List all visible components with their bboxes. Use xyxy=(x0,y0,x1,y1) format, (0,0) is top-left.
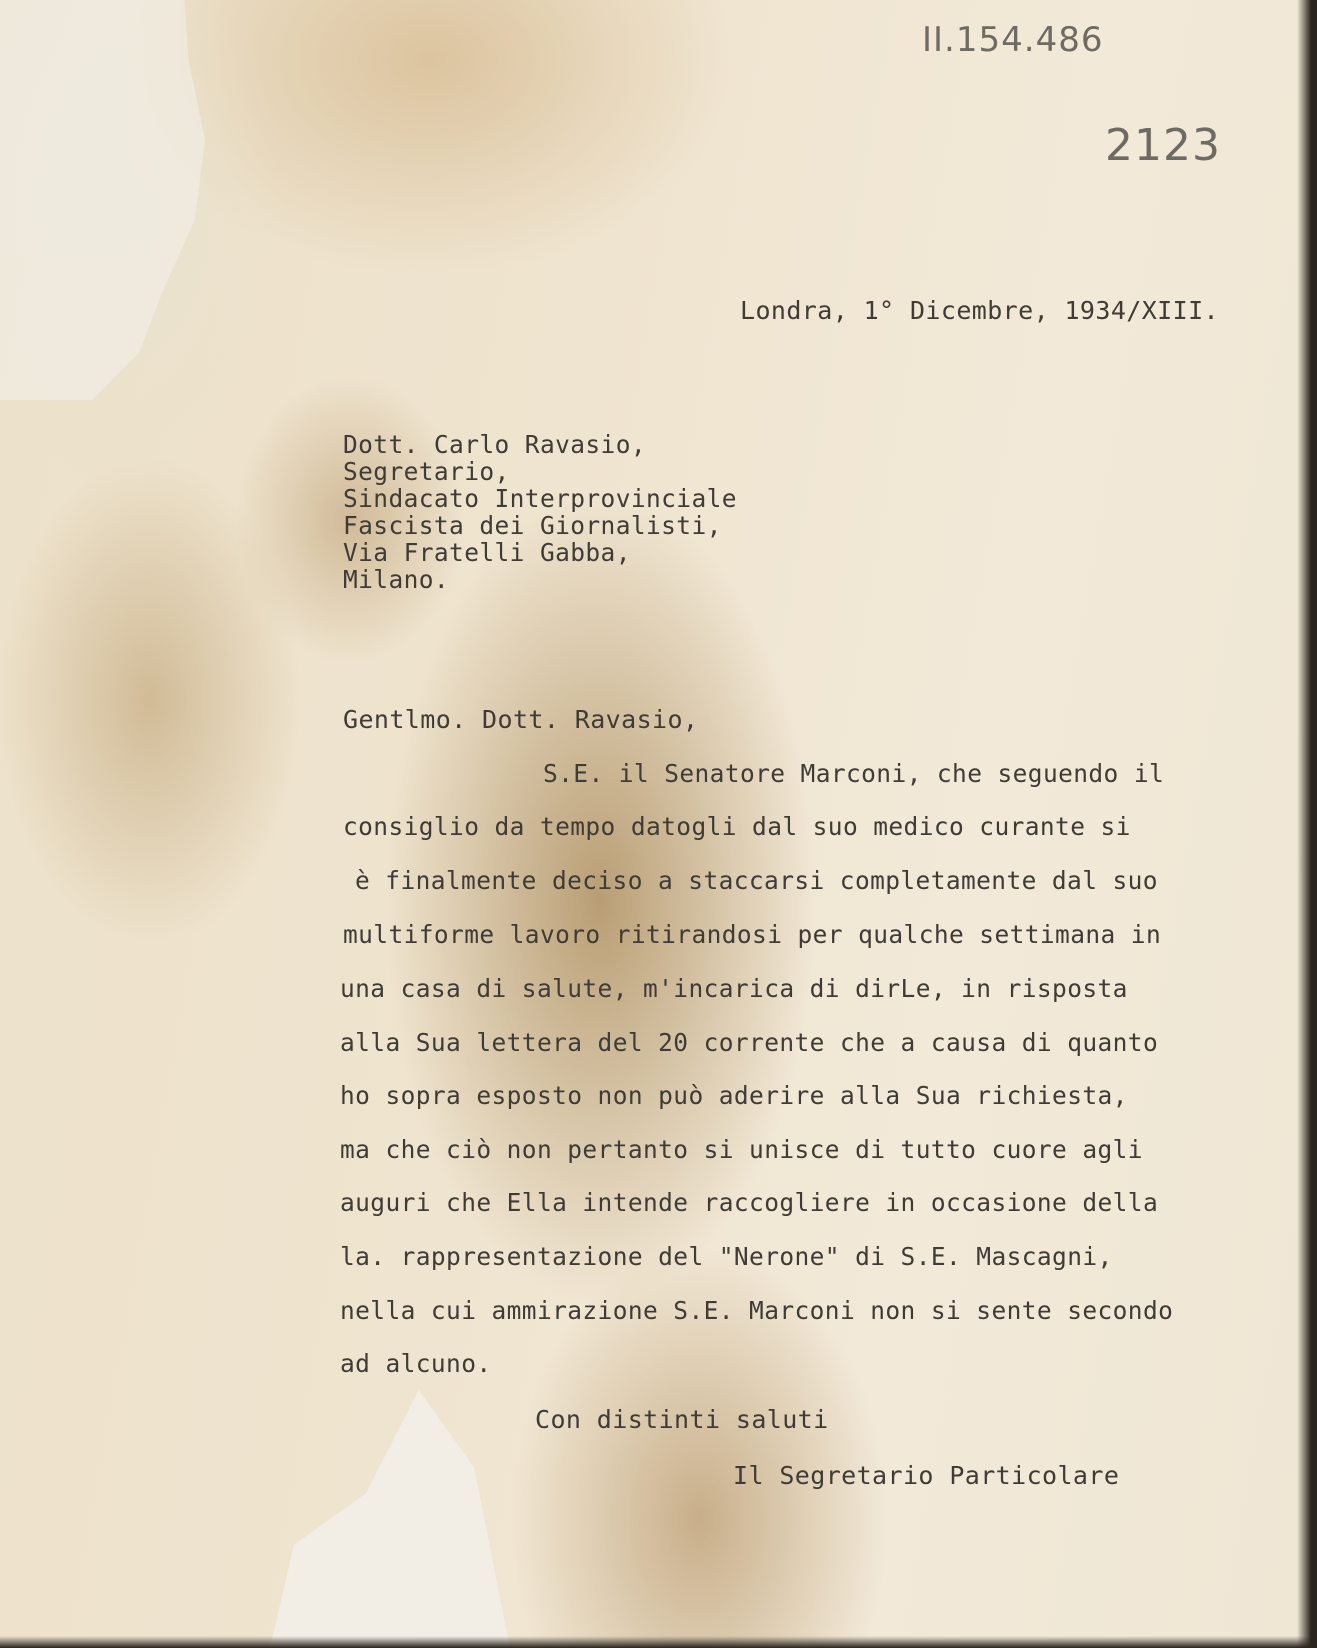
recipient-line: Segretario, xyxy=(343,457,510,486)
body-line: nella cui ammirazione S.E. Marconi non si sente secondo xyxy=(340,1296,1174,1325)
body-line: multiforme lavoro ritirandosi per qualche settimana in xyxy=(343,920,1162,949)
page-edge xyxy=(0,1636,1317,1648)
body-line: S.E. il Senatore Marconi, che seguendo il xyxy=(543,759,1165,788)
body-line: ma che ciò non pertanto si unisce di tutto cuore agli xyxy=(340,1135,1143,1164)
body-line: è finalmente deciso a staccarsi completamente dal suo xyxy=(355,866,1158,895)
recipient-line: Milano. xyxy=(343,565,450,594)
body-line: auguri che Ella intende raccogliere in occasione della xyxy=(340,1188,1159,1217)
recipient-line: Sindacato Interprovinciale xyxy=(343,484,737,513)
archive-number: II.154.486 xyxy=(922,20,1104,60)
body-line: consiglio da tempo datogli dal suo medico curante si xyxy=(343,812,1131,841)
recipient-line: Dott. Carlo Ravasio, xyxy=(343,430,647,459)
recipient-line: Via Fratelli Gabba, xyxy=(343,538,631,567)
page-edge xyxy=(1297,0,1317,1648)
dateline: Londra, 1° Dicembre, 1934/XIII. xyxy=(740,296,1219,325)
body-line: ad alcuno. xyxy=(340,1349,492,1378)
body-line: ho sopra esposto non può aderire alla Sua richiesta, xyxy=(340,1081,1128,1110)
body-line: alla Sua lettera del 20 corrente che a causa di quanto xyxy=(340,1028,1159,1057)
folio-number: 2123 xyxy=(1105,120,1221,171)
torn-paper-patch xyxy=(0,0,205,400)
salutation: Gentlmo. Dott. Ravasio, xyxy=(343,705,699,734)
recipient-line: Fascista dei Giornalisti, xyxy=(343,511,722,540)
signature: Il Segretario Particolare xyxy=(733,1461,1120,1490)
body-line: una casa di salute, m'incarica di dirLe, in risposta xyxy=(340,974,1128,1003)
body-line: la. rappresentazione del "Nerone" di S.E. Mascagni, xyxy=(340,1242,1113,1271)
torn-paper-hole xyxy=(270,1390,510,1648)
closing: Con distinti saluti xyxy=(535,1405,829,1434)
